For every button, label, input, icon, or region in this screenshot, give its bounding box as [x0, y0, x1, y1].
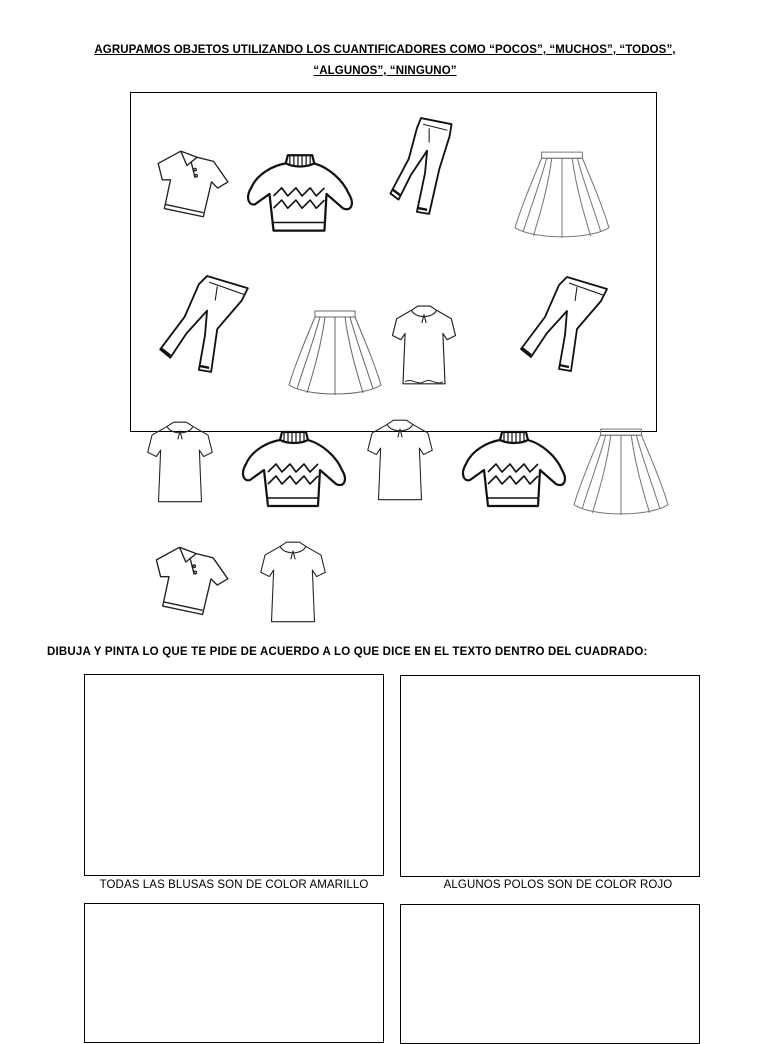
pants-icon: [158, 274, 250, 378]
skirt-icon: [571, 425, 671, 519]
pants-icon: [388, 114, 456, 220]
worksheet-title-line-1: AGRUPAMOS OBJETOS UTILIZANDO LOS CUANTIFICADORES COMO “POCOS”, “MUCHOS”, “TODOS”,: [94, 44, 676, 56]
pants-icon: [519, 274, 609, 378]
drawing-box-2-caption: ALGUNOS POLOS SON DE COLOR ROJO: [443, 879, 673, 891]
sweater-icon: [237, 430, 349, 516]
worksheet-title-line-2: “ALGUNOS”, “NINGUNO”: [313, 65, 457, 77]
drawing-box-2[interactable]: [400, 675, 700, 877]
instruction-text: DIBUJA Y PINTA LO QUE TE PIDE DE ACUERDO A LO QUE DICE EN EL TEXTO DENTRO DEL CUADRADO:: [47, 646, 648, 658]
blouse-icon: [138, 420, 222, 506]
drawing-box-1[interactable]: [84, 674, 384, 876]
sweater-icon: [457, 430, 569, 516]
drawing-box-3[interactable]: [84, 903, 384, 1043]
blouse-icon: [390, 304, 458, 388]
sweater-icon: [243, 153, 355, 241]
blouse-icon: [358, 418, 442, 504]
polo-shirt-icon: [150, 145, 232, 227]
blouse-icon: [250, 540, 336, 626]
drawing-box-1-caption: TODAS LAS BLUSAS SON DE COLOR AMARILLO: [99, 879, 369, 891]
drawing-box-4[interactable]: [400, 904, 700, 1044]
skirt-icon: [287, 307, 383, 399]
polo-shirt-icon: [148, 540, 232, 626]
skirt-icon: [513, 148, 611, 242]
